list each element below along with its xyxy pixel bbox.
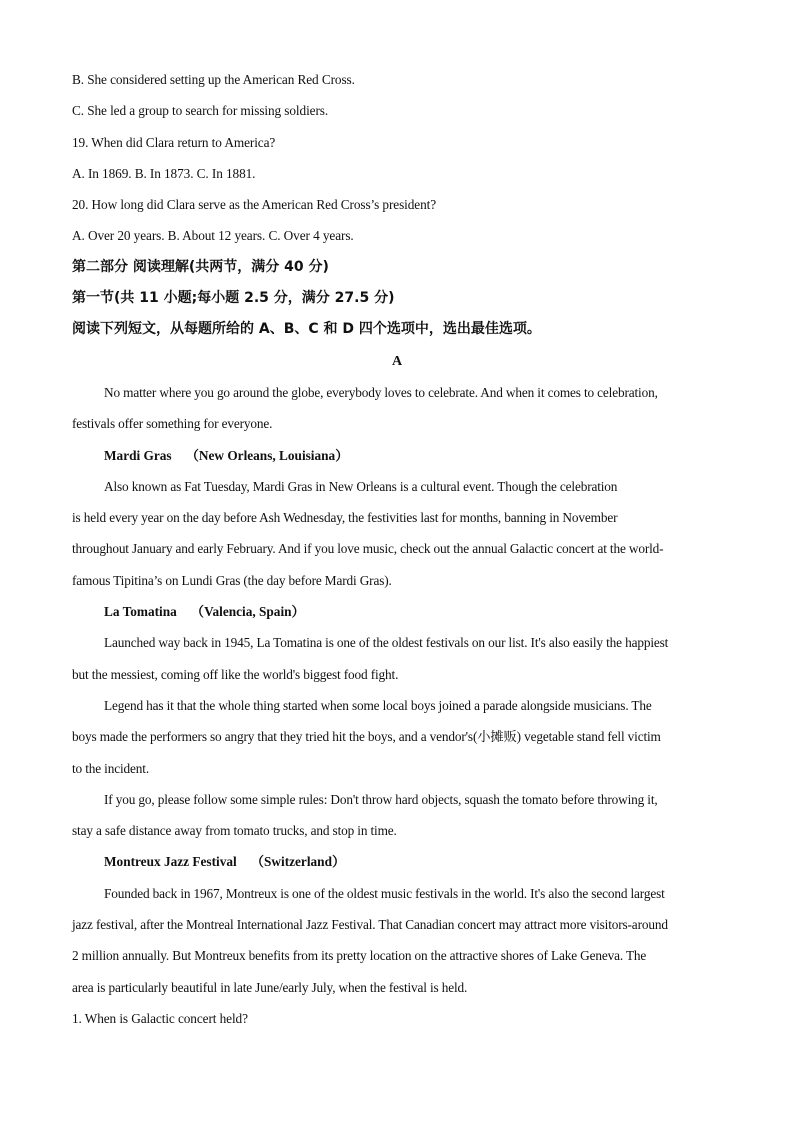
section-one-title: 第一节(共 11 小题;每小题 2.5 分，满分 27.5 分)	[72, 290, 395, 307]
la-tomatina-place: （Valencia, Spain）	[190, 604, 305, 620]
question-1: 1. When is Galactic concert held?	[72, 1010, 248, 1026]
montreux-place: （Switzerland）	[250, 854, 346, 870]
mardi-gras-line-1: Also known as Fat Tuesday, Mardi Gras in New Orleans is a cultural event. Though the celebration	[104, 478, 618, 494]
q19-options: A. In 1869. B. In 1873. C. In 1881.	[72, 165, 256, 181]
q20-options: A. Over 20 years. B. About 12 years. C. Over 4 years.	[72, 228, 354, 244]
la-tomatina-p3-line-1: If you go, please follow some simple rules: Don't throw hard objects, squash the tomato before throwing it,	[104, 791, 658, 807]
instruction: 阅读下列短文，从每题所给的 A、B、C 和 D 四个选项中，选出最佳选项。	[72, 321, 541, 338]
montreux-line-2: jazz festival, after the Montreal International Jazz Festival. That Canadian concert may attract more visitors-around	[72, 917, 668, 933]
q18-option-b: B. She considered setting up the American Red Cross.	[72, 72, 355, 87]
document-page	[72, 64, 722, 1034]
la-tomatina-p1-line-2: but the messiest, coming off like the world's biggest food fight.	[72, 666, 399, 682]
la-tomatina-p2-line-3: to the incident.	[72, 760, 149, 776]
intro-line-1: No matter where you go around the globe, everybody loves to celebrate. And when it comes to celebration,	[104, 384, 658, 400]
mardi-gras-heading	[72, 440, 722, 471]
q20-question: 20. How long did Clara serve as the American Red Cross’s president?	[72, 197, 437, 213]
la-tomatina-name: La Tomatina	[104, 604, 177, 620]
la-tomatina-p1-line-1: Launched way back in 1945, La Tomatina is one of the oldest festivals on our list. It's also easily the happiest	[104, 635, 669, 651]
mardi-gras-place: （New Orleans, Louisiana）	[185, 447, 349, 463]
la-tomatina-p2-line-2: boys made the performers so angry that they tried hit the boys, and a vendor's(小摊贩) vegetable stand fell victim	[72, 729, 661, 745]
mardi-gras-line-4: famous Tipitina’s on Lundi Gras (the day before Mardi Gras).	[72, 572, 392, 588]
part-two-title: 第二部分 阅读理解(共两节，满分 40 分)	[72, 258, 329, 275]
la-tomatina-heading	[72, 596, 722, 627]
intro-line-2: festivals offer something for everyone.	[72, 416, 273, 432]
montreux-heading	[72, 846, 722, 877]
montreux-line-1: Founded back in 1967, Montreux is one of the oldest music festivals in the world. It's also the second largest	[104, 885, 665, 901]
montreux-line-4: area is particularly beautiful in late June/early July, when the festival is held.	[72, 979, 468, 995]
q19-question: 19. When did Clara return to America?	[72, 134, 276, 150]
montreux-line-3: 2 million annually. But Montreux benefits from its pretty location on the attractive shores of Lake Geneva. The	[72, 948, 647, 964]
mardi-gras-line-2: is held every year on the day before Ash Wednesday, the festivities last for months, banning in November	[72, 510, 618, 526]
montreux-name: Montreux Jazz Festival	[104, 854, 237, 870]
q18-option-c: C. She led a group to search for missing soldiers.	[72, 103, 329, 119]
passage-letter: A	[391, 353, 403, 369]
mardi-gras-name: Mardi Gras	[104, 447, 172, 463]
mardi-gras-line-3: throughout January and early February. And if you love music, check out the annual Galactic concert at the world-	[72, 541, 664, 557]
la-tomatina-p3-line-2: stay a safe distance away from tomato trucks, and stop in time.	[72, 823, 397, 839]
la-tomatina-p2-line-1: Legend has it that the whole thing started when some local boys joined a parade alongside musicians. The	[104, 697, 652, 713]
